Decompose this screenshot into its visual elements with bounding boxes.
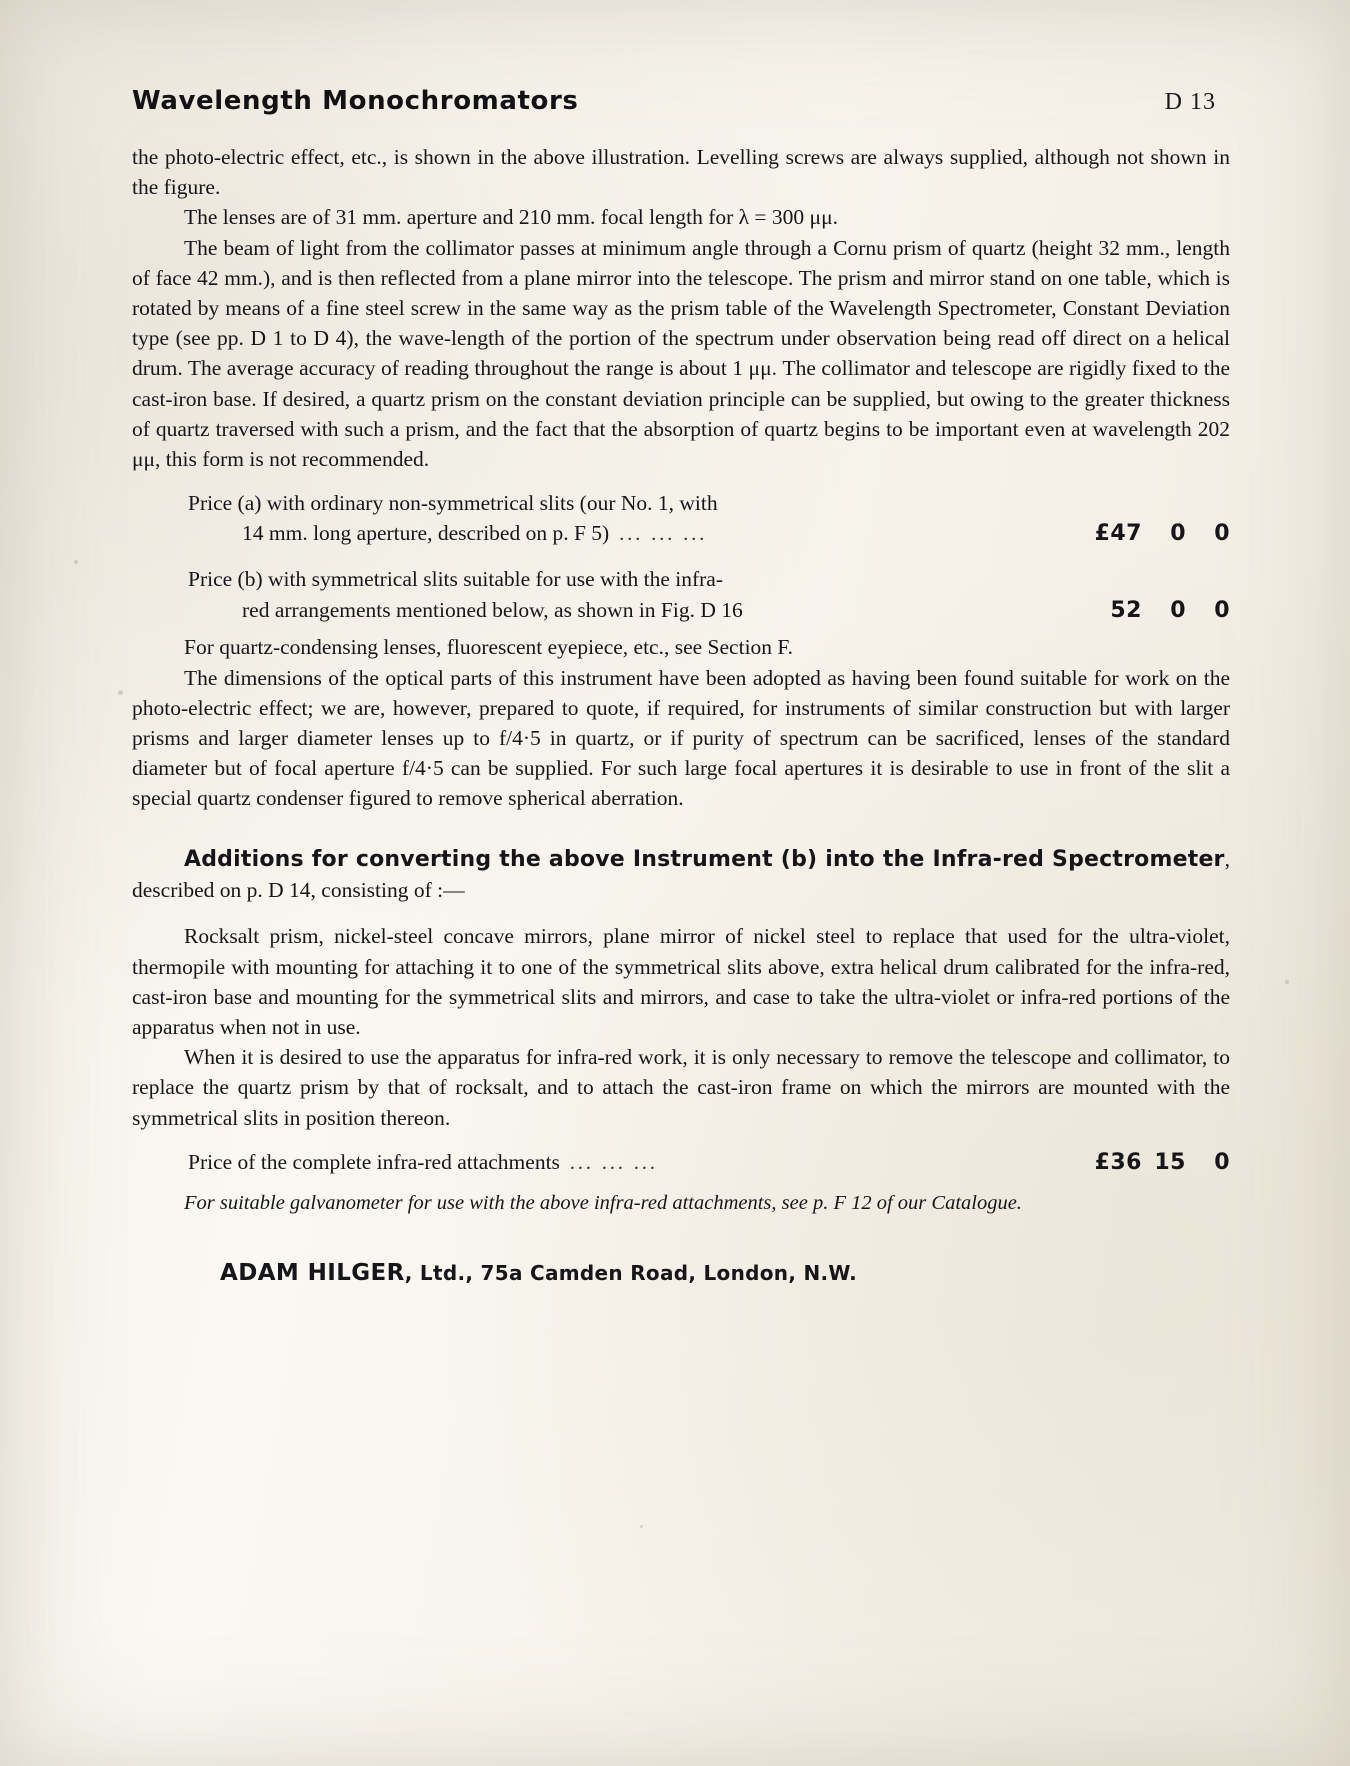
page-folio: D 13 (1164, 89, 1216, 115)
publisher-footer (132, 1257, 1230, 1289)
price-b-text-line2: red arrangements mentioned below, as shown in Fig. D 16 (242, 597, 743, 622)
price-final-pounds: £36 (1094, 1149, 1142, 1175)
section-subheading-bold: Additions for converting the above Instrument (b) into the Infra-red Spectrometer (184, 846, 1225, 872)
publisher-suffix: , Ltd., (404, 1261, 481, 1286)
paper-speck (1285, 980, 1289, 984)
price-final-amount (1062, 1148, 1230, 1179)
page-header (132, 86, 1230, 116)
publisher-address: 75a Camden Road, London, N.W. (480, 1261, 858, 1286)
price-final-shillings: 15 (1154, 1149, 1186, 1175)
paragraph-beam-description: The beam of light from the collimator passes at minimum angle through a Cornu prism of quartz (height 32 mm., length of face 42 mm.), and is then reflected from a plane mirror into the telescope. The prism and mirror stand on one table, which is rotated by means of a fine steel screw in the same way as the prism table of the Wavelength Spectrometer, Constant Deviation type (see pp. D 1 to D 4), the wave-length of the portion of the spectrum under observation being read off direct on a helical drum. The average accuracy of reading throughout the range is about 1 μμ. The collimator and telescope are rigidly fixed to the cast-iron base. If desired, a quartz prism on the constant deviation principle can be supplied, but owing to the greater thickness of quartz traversed with such a prism, and the fact that the absorption of quartz begins to be important even at wavelength 202 μμ, this form is not recommended. (132, 235, 1230, 472)
price-row-b-line2 (132, 595, 1230, 627)
paper-speck (118, 690, 123, 695)
price-list-final (132, 1147, 1230, 1179)
paragraph-rocksalt: Rocksalt prism, nickel-steel concave mirrors, plane mirror of nickel steel to replace that used for the ultra-violet, thermopile with mounting for attaching it to one of the symmetrical slits above, extra helical drum calibrated for the infra-red, cast-iron base and mounting for the symmetrical slits and mirrors, and case to take the ultra-violet or infra-red portions of the apparatus when not in use. (132, 924, 1230, 1040)
price-list-b (132, 564, 1230, 626)
page-title: Wavelength Monochromators (132, 86, 579, 116)
paragraph-accessories: For quartz-condensing lenses, fluorescent eyepiece, etc., see Section F. (184, 635, 794, 660)
price-row-b-line1 (132, 564, 1230, 594)
price-final-pence: 0 (1214, 1149, 1230, 1175)
price-row-a-line2 (132, 518, 1230, 550)
price-a-amount (1062, 519, 1230, 550)
price-a-pounds: £47 (1094, 521, 1142, 547)
paragraph-continuation: the photo-electric effect, etc., is shown in the above illustration. Levelling screws are always supplied, although not shown in the figure. (132, 145, 1230, 200)
galvanometer-note: For suitable galvanometer for use with the above infra-red attachments, see p. F 12 of our Catalogue. (184, 1191, 1022, 1214)
price-a-pence: 0 (1214, 521, 1230, 547)
paper-speck (640, 1525, 643, 1528)
price-b-amount (1062, 596, 1230, 627)
price-a-text-line2: 14 mm. long aperture, described on p. F 5) (242, 521, 610, 546)
paragraph-lenses: The lenses are of 31 mm. aperture and 210 mm. focal length for λ = 300 μμ. (184, 205, 838, 230)
price-a-shillings: 0 (1170, 521, 1186, 547)
price-row-a-line1 (132, 488, 1230, 518)
paper-speck (74, 560, 78, 564)
price-final-leader: ... ... ... (569, 1151, 658, 1174)
section-subheading (132, 844, 1230, 906)
price-final-label: Price of the complete infra-red attachments (188, 1149, 560, 1174)
price-a-leader: ... ... ... (619, 523, 708, 546)
price-b-text-line1: Price (b) with symmetrical slits suitable for use with the infra- (188, 567, 723, 592)
price-b-pounds: 52 (1110, 597, 1142, 623)
price-list-a (132, 488, 1230, 550)
price-row-final (132, 1147, 1230, 1179)
section-subheading-rest: , described on p. D 14, consisting of :— (132, 846, 1230, 902)
publisher-name: ADAM HILGER (220, 1260, 405, 1287)
price-b-shillings: 0 (1170, 597, 1186, 623)
document-body (132, 142, 1230, 1290)
price-b-pence: 0 (1214, 597, 1230, 623)
price-a-text-line1: Price (a) with ordinary non-symmetrical slits (our No. 1, with (188, 491, 718, 516)
paragraph-dimensions: The dimensions of the optical parts of this instrument have been adopted as having been found suitable for work on the photo-electric effect; we are, however, prepared to quote, if required, for instruments of similar construction but with larger prisms and larger diameter lenses up to f/4·5 in quartz, or if purity of spectrum can be sacrificed, lenses of the standard diameter but of focal aperture f/4·5 can be supplied. For such large focal apertures it is desirable to use in front of the slit a special quartz condenser figured to remove spherical aberration. (132, 665, 1230, 811)
paragraph-infrared-use: When it is desired to use the apparatus for infra-red work, it is only necessary to remove the telescope and collimator, to replace the quartz prism by that of rocksalt, and to attach the cast-iron frame on which the mirrors are mounted with the symmetrical slits in position thereon. (132, 1045, 1230, 1130)
